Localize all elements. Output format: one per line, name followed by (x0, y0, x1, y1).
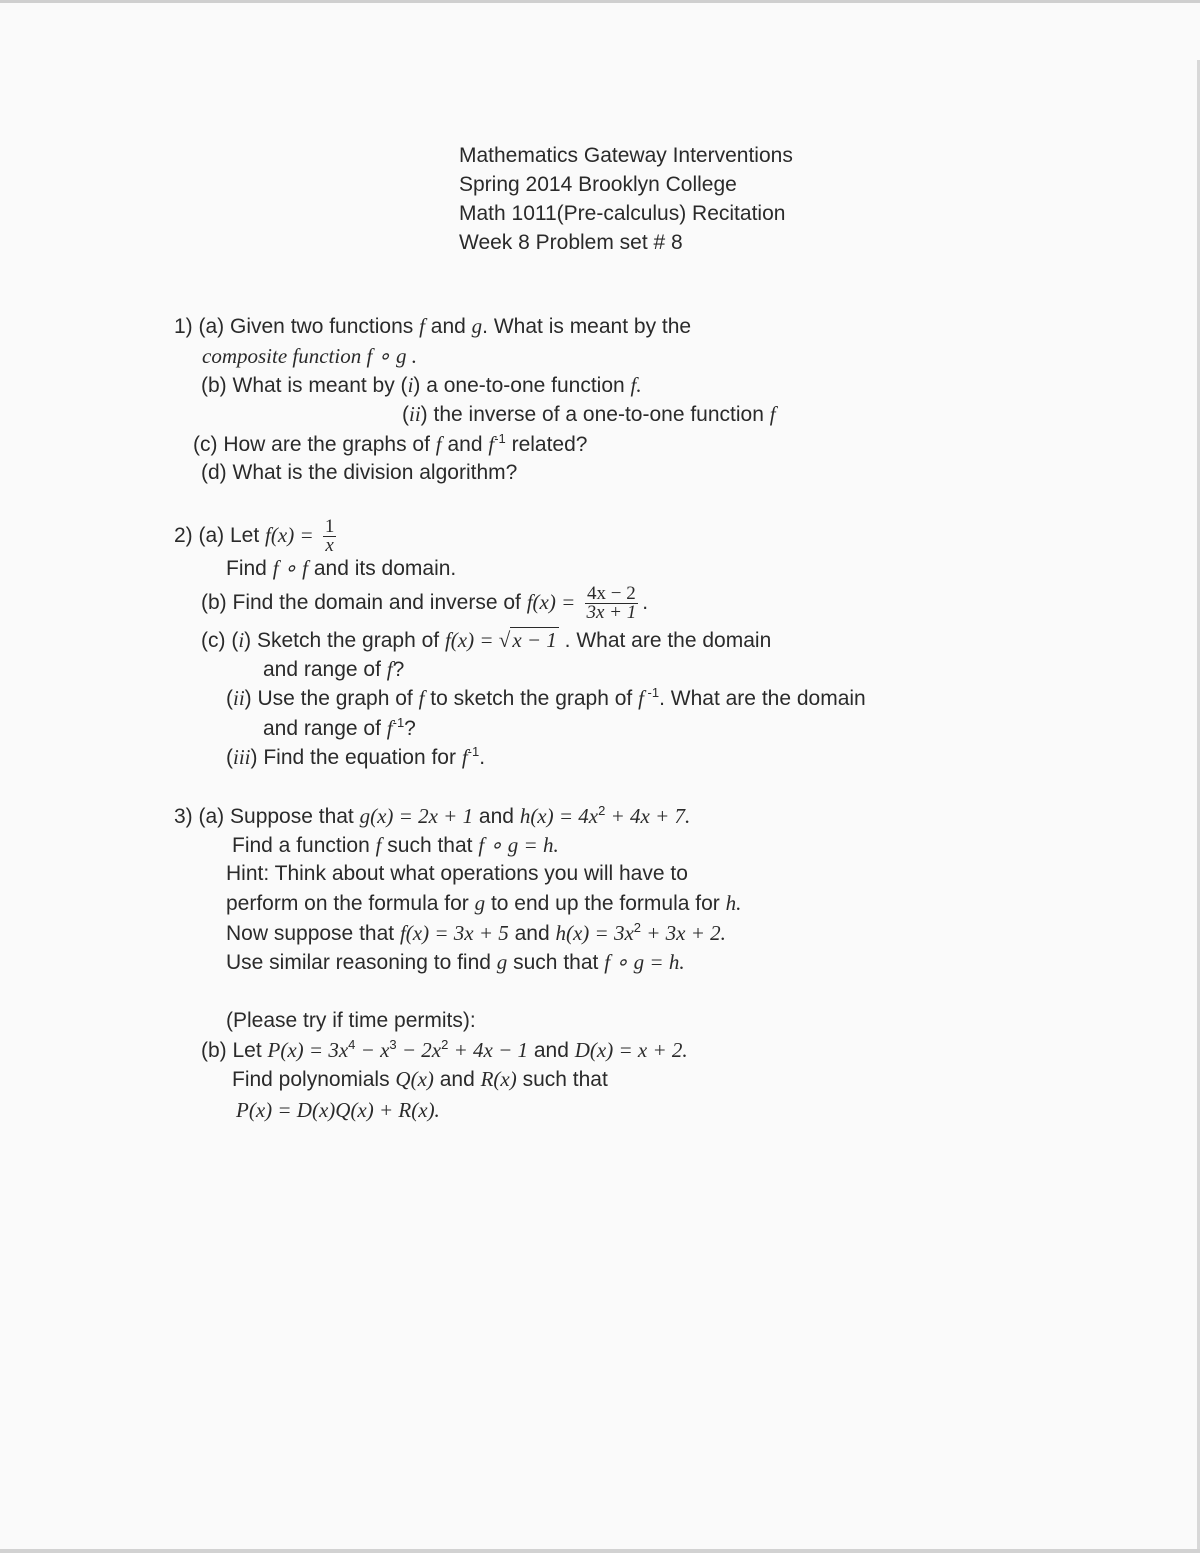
p2-a-line: 2) (a) Let f(x) = $\frac{1}{x}$ (174, 515, 335, 556)
p1-c-line: (c) How are the graphs of f and $f^{-1}$ related? (193, 431, 588, 456)
p1-b-line: (b) What is meant by (i) a one-to-one function f. (201, 373, 642, 397)
p2-c-sqrt: √x − 1 (498, 628, 557, 652)
p1-a-composite: composite function f ∘ g . (202, 344, 417, 368)
p2-ii2-line: and range of $f^{-1}$? (263, 715, 416, 740)
p3-please-line: (Please try if time permits): (226, 1009, 476, 1032)
p2-a-fraction: $\frac{1}{x}$ (324, 515, 335, 556)
p2-b-fraction: $\frac{4x - 2}{3x + 1}$ (586, 582, 637, 623)
scan-top-edge (0, 0, 1200, 3)
header-line-4: Week 8 Problem set # 8 (459, 231, 683, 254)
p3-hint-line-2: perform on the formula for g to end up the formula for h. (226, 891, 742, 915)
p3-hint-line-1: Hint: Think about what operations you will have to (226, 862, 688, 885)
header-line-1: Mathematics Gateway Interventions (459, 144, 793, 167)
p1-a-line: 1) (a) Given two functions f and g. What is meant by the (174, 314, 692, 338)
p3-a2-line: Find a function f such that f ∘ g = h. (232, 833, 559, 857)
p3-now-line: Now suppose that f(x) = 3x + 5 and $h(x) = 3x^2 + 3x + 2$. (226, 920, 726, 945)
p2-c2-line: and range of f? (263, 657, 405, 681)
p1-d-line: (d) What is the division algorithm? (201, 461, 518, 484)
p2-iii-line: (iii) Find the equation for $f^{-1}$. (226, 744, 486, 769)
p3-b-line: (b) Let $P(x) = 3x^4 - x^3 - 2x^2 + 4x - 1$ and D(x) = x + 2. (201, 1037, 688, 1062)
p2-c-line: (c) (i) Sketch the graph of f(x) = √x − 1 . What are the domain (201, 628, 772, 652)
p3-b3-equation: P(x) = D(x)Q(x) + R(x). (236, 1098, 440, 1122)
header-line-2: Spring 2014 Brooklyn College (459, 173, 737, 196)
p2-b-line: (b) Find the domain and inverse of f(x) = $\frac{4x - 2}{3x + 1}$ . (201, 582, 649, 623)
p3-b2-line: Find polynomials Q(x) and R(x) such that (232, 1067, 608, 1091)
scan-bottom-edge (0, 1549, 1200, 1553)
p1-b-ii-line: (ii) the inverse of a one-to-one function f (402, 402, 776, 426)
p2-ii-line: (ii) Use the graph of f to sketch the graph of f $^{-1}$. What are the domain (226, 685, 866, 710)
p3-a-line: 3) (a) Suppose that g(x) = 2x + 1 and $h(x) = 4x^2 + 4x + 7$. (174, 803, 691, 828)
header-line-3: Math 1011(Pre-calculus) Recitation (459, 202, 786, 225)
p3-use-line: Use similar reasoning to find g such that f ∘ g = h. (226, 950, 685, 974)
p2-a2-line: Find f ∘ f and its domain. (226, 556, 457, 580)
